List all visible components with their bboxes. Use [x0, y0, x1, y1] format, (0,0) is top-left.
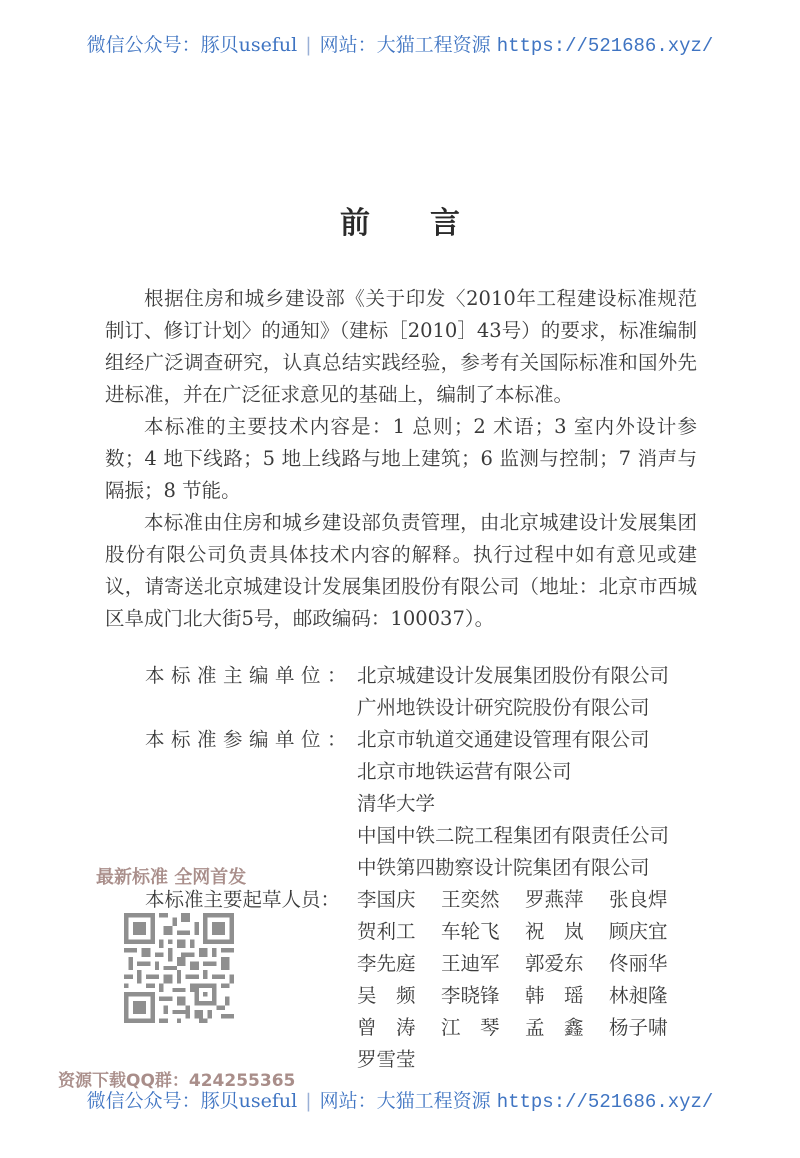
drafter-name: 江 琴: [441, 1016, 500, 1039]
chief-units: [145, 660, 669, 724]
drafter-name: 顾庆宜: [609, 920, 668, 943]
drafter-name: 佟丽华: [609, 952, 668, 975]
drafters-label: 本标准主要起草人员：: [145, 888, 341, 911]
participating-unit: 清华大学: [357, 792, 436, 815]
drafter-name: 张良焊: [609, 888, 668, 911]
chief-unit: 北京城建设计发展集团股份有限公司: [357, 664, 670, 687]
promo-top: 最新标准 全网首发: [96, 867, 247, 888]
watermark-top: [0, 30, 800, 57]
drafter-name: 王迪军: [441, 952, 500, 975]
drafter-name: 韩 瑶: [525, 984, 584, 1007]
participating-unit: 中国中铁二院工程集团有限责任公司: [357, 824, 670, 847]
promo-qq-group: 资源下载QQ群：424255365: [58, 1071, 296, 1091]
paragraph-3: 本标准由住房和城乡建设部负责管理，由北京城建设计发展集团股份有限公司负责具体技术内容的解释。执行过程中如有意见或建议，请寄送北京城建设计发展集团股份有限公司（地址：北京市西城区阜成门北大街5号，邮政编码：100037）。: [105, 511, 697, 630]
paragraph-2: 本标准的主要技术内容是：1 总则；2 术语；3 室内外设计参数；4 地下线路；5 地上线路与地上建筑；6 监测与控制；7 消声与隔振；8 节能。: [105, 415, 697, 502]
watermark-wechat: 微信公众号：豚贝useful: [86, 34, 298, 56]
participating-units-label: 本标准参编单位：: [145, 728, 354, 751]
watermark-url[interactable]: https://521686.xyz/: [496, 1091, 714, 1113]
drafter-name: 李国庆: [357, 888, 416, 911]
watermark-bottom: [0, 1086, 800, 1113]
drafter-name: 王奕然: [441, 888, 500, 911]
chief-units-label: 本标准主编单位：: [145, 664, 354, 687]
drafter-name: 郭爱东: [525, 952, 584, 975]
watermark-separator: |: [305, 1090, 312, 1112]
participating-unit: 中铁第四勘察设计院集团有限公司: [357, 856, 650, 879]
preface-body: [105, 283, 697, 635]
page-title: 前言: [340, 206, 520, 241]
chief-unit: 广州地铁设计研究院股份有限公司: [357, 696, 650, 719]
watermark-url[interactable]: https://521686.xyz/: [496, 35, 714, 57]
drafter-name: 车轮飞: [441, 920, 500, 943]
drafter-name: 李晓锋: [441, 984, 500, 1007]
drafter-name: 祝 岚: [525, 920, 584, 943]
drafter-name: 杨子啸: [609, 1016, 668, 1039]
drafter-name: 罗燕萍: [525, 888, 584, 911]
watermark-separator: |: [305, 34, 312, 56]
drafters-names: [357, 884, 693, 1076]
watermark-site: 网站：大猫工程资源: [319, 34, 491, 56]
participating-unit: 北京市轨道交通建设管理有限公司: [357, 728, 650, 751]
drafter-name: 李先庭: [357, 952, 416, 975]
drafter-name: 罗雪莹: [357, 1048, 416, 1071]
drafter-name: 曾 涛: [357, 1016, 416, 1039]
participating-units: [145, 724, 669, 884]
watermark-wechat: 微信公众号：豚贝useful: [86, 1090, 298, 1112]
qr-code-icon[interactable]: [124, 913, 234, 1023]
drafter-name: 林昶隆: [609, 984, 668, 1007]
drafter-name: 贺利工: [357, 920, 416, 943]
drafter-name: 孟 鑫: [525, 1016, 584, 1039]
drafter-name: 吴 频: [357, 984, 416, 1007]
paragraph-1: 根据住房和城乡建设部《关于印发〈2010年工程建设标准规范制订、修订计划〉的通知》（建标［2010］43号）的要求，标准编制组经广泛调查研究，认真总结实践经验，参考有关国际标准和国外先进标准，并在广泛征求意见的基础上，编制了本标准。: [105, 287, 697, 406]
watermark-site: 网站：大猫工程资源: [319, 1090, 491, 1112]
participating-unit: 北京市地铁运营有限公司: [357, 760, 572, 783]
